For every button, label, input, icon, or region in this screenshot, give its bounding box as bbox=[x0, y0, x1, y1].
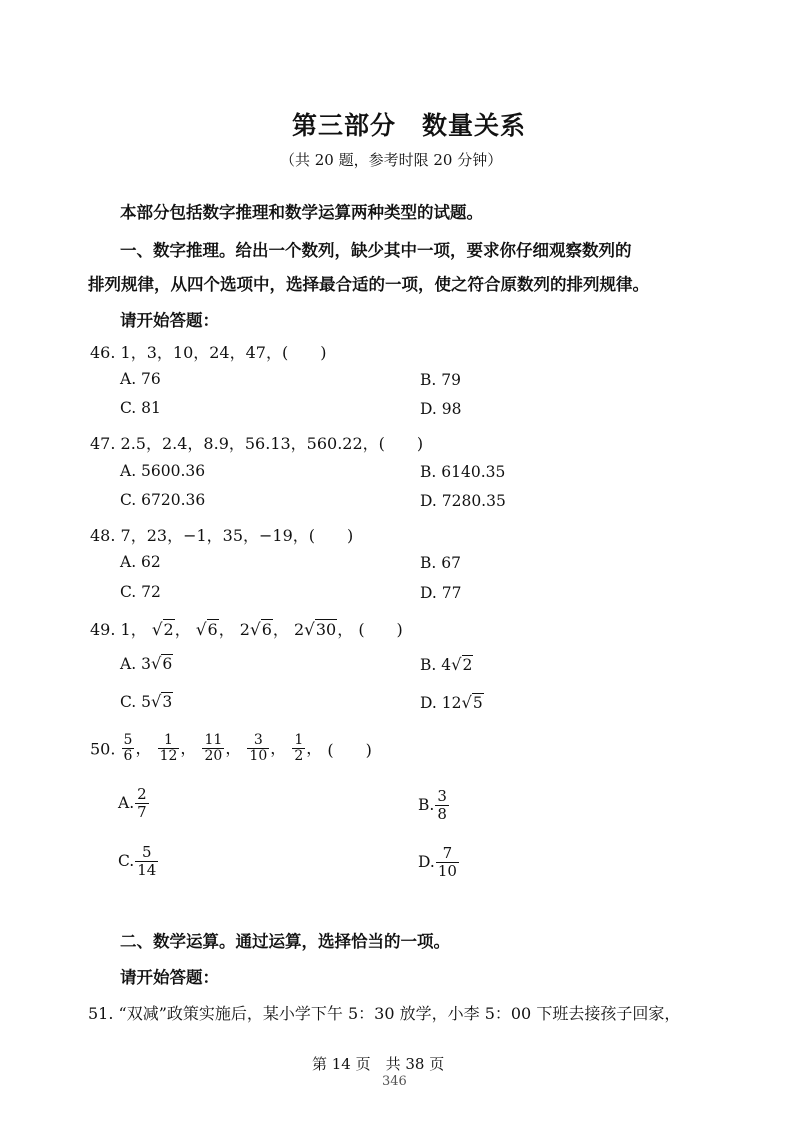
question-47-option-c[interactable]: C. 6720.36 bbox=[120, 491, 206, 509]
question-49-term-5: 2√30 bbox=[293, 619, 337, 639]
question-49-term-4: 2√6 bbox=[239, 619, 272, 639]
question-47-option-d[interactable]: D. 7280.35 bbox=[420, 492, 506, 510]
section2-start-label: 请开始答题： bbox=[120, 968, 219, 987]
question-50-number: 50. bbox=[90, 739, 116, 759]
question-48-stem: 48. 7，23，−1，35，−19，( ) bbox=[90, 526, 354, 545]
question-49-option-a[interactable]: A. 3√6 bbox=[120, 654, 173, 673]
question-50-option-d[interactable]: D. $\frac{7}{10}$ bbox=[418, 844, 457, 880]
question-49-option-c[interactable]: C. 5√3 bbox=[120, 692, 173, 711]
section1-start-label: 请开始答题： bbox=[120, 311, 219, 330]
question-48-option-b[interactable]: B. 67 bbox=[420, 554, 461, 572]
question-48-option-c[interactable]: C. 72 bbox=[120, 583, 161, 601]
question-50-term-3: $\frac{11}{20}$ bbox=[204, 732, 223, 765]
question-50-term-4: $\frac{3}{10}$ bbox=[249, 732, 268, 765]
question-46-option-a[interactable]: A. 76 bbox=[120, 370, 161, 388]
page-subtitle: （共 20 题，参考时限 20 分钟） bbox=[280, 151, 503, 169]
question-49-number: 49. bbox=[90, 620, 116, 639]
question-48-option-a[interactable]: A. 62 bbox=[120, 553, 161, 571]
page-title: 第三部分 数量关系 bbox=[292, 111, 527, 140]
section1-instruction-line2: 排列规律，从四个选项中，选择最合适的一项，使之符合原数列的排列规律。 bbox=[88, 275, 649, 294]
intro-text: 本部分包括数字推理和数学运算两种类型的试题。 bbox=[120, 203, 483, 222]
section2-heading: 二、数学运算。通过运算，选择恰当的一项。 bbox=[120, 932, 450, 951]
question-50-option-b[interactable]: B. $\frac{3}{8}$ bbox=[418, 787, 447, 823]
page-number: 346 bbox=[382, 1074, 407, 1089]
question-50-blank: ( ) bbox=[327, 740, 372, 760]
question-51-stem: 51. “双减”政策实施后，某小学下午 5：30 放学，小李 5：00 下班去接孩子回家， bbox=[88, 1004, 681, 1023]
question-46-option-b[interactable]: B. 79 bbox=[420, 371, 461, 389]
question-49-option-d[interactable]: D. 12√5 bbox=[420, 693, 483, 712]
question-47-stem: 47. 2.5，2.4，8.9，56.13，560.22，( ) bbox=[90, 434, 424, 453]
question-46-stem: 46. 1，3，10，24，47，( ) bbox=[90, 343, 327, 362]
question-50-option-a[interactable]: A. $\frac{2}{7}$ bbox=[118, 785, 147, 821]
question-47-option-a[interactable]: A. 5600.36 bbox=[120, 462, 206, 480]
question-49-blank: ( ) bbox=[358, 620, 403, 639]
section1-instruction-line1: 一、数字推理。给出一个数列，缺少其中一项，要求你仔细观察数列的 bbox=[120, 241, 632, 260]
page-footer: 第 14 页 共 38 页 bbox=[312, 1055, 445, 1073]
question-46-option-c[interactable]: C. 81 bbox=[120, 399, 161, 417]
question-50-term-5: $\frac{1}{2}$ bbox=[294, 732, 304, 765]
question-50-option-c[interactable]: C. $\frac{5}{14}$ bbox=[118, 843, 157, 879]
question-49-lead: 1， bbox=[120, 620, 147, 639]
question-47-option-b[interactable]: B. 6140.35 bbox=[420, 463, 506, 481]
question-50-stem: 50. $\frac{5}{6}$ ， $\frac{1}{12}$ ， $\frac{11}{20}$ ， $\frac{3}{10}$ ， $\frac{1}{2}$ ， ( ) bbox=[90, 732, 372, 765]
question-49-stem: 49. 1， √2， √6， 2√6， 2√30， ( ) bbox=[90, 619, 403, 639]
question-46-option-d[interactable]: D. 98 bbox=[420, 400, 462, 418]
question-49-term-3: √6 bbox=[195, 619, 218, 639]
question-49-option-b[interactable]: B. 4√2 bbox=[420, 655, 473, 674]
question-50-term-2: $\frac{1}{12}$ bbox=[159, 732, 178, 765]
question-48-option-d[interactable]: D. 77 bbox=[420, 584, 462, 602]
question-50-term-1: $\frac{5}{6}$ bbox=[123, 732, 133, 765]
question-49-term-2: √2 bbox=[151, 619, 174, 639]
